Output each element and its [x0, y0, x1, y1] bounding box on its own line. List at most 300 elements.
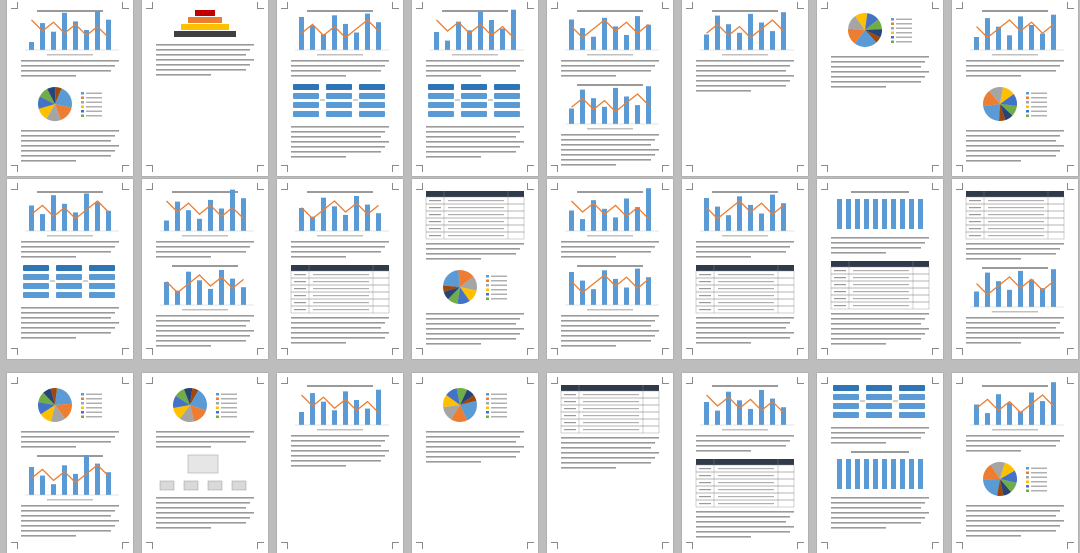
legend-swatch [1026, 485, 1029, 488]
text-line [831, 512, 929, 514]
text-line [966, 248, 1060, 250]
text-block [156, 497, 254, 529]
table-cell [699, 482, 711, 483]
document-page-thumbnail[interactable] [682, 373, 808, 553]
document-page-thumbnail[interactable] [277, 373, 403, 553]
bar-chart [837, 451, 923, 489]
text-line [291, 445, 381, 447]
text-line [966, 520, 1064, 522]
text-block [156, 315, 254, 347]
chart-bar [900, 199, 905, 229]
chart-bar [704, 35, 709, 51]
chart-bar [635, 105, 640, 124]
text-line [561, 164, 616, 166]
text-block [291, 126, 389, 158]
text-block [966, 435, 1064, 452]
table-cell [718, 468, 774, 469]
chart-bar [748, 14, 753, 50]
document-page-thumbnail[interactable] [142, 373, 268, 553]
text-line [561, 139, 655, 141]
text-block [291, 435, 389, 467]
text-line [291, 65, 385, 67]
text-line [561, 241, 659, 243]
chart-bar [985, 18, 990, 50]
text-line [966, 65, 1060, 67]
document-page-thumbnail[interactable] [547, 373, 673, 553]
document-page-thumbnail[interactable] [412, 179, 538, 359]
chart-bar [376, 22, 381, 50]
flow-box [899, 412, 925, 418]
chart-bar [748, 205, 753, 231]
table-cell [583, 394, 639, 395]
chart-bar [974, 292, 979, 308]
table-cell [699, 302, 711, 303]
flow-box [23, 292, 49, 298]
table-cell [699, 503, 711, 504]
table-cell [718, 302, 774, 303]
bar-line-chart [25, 455, 119, 501]
chart-bar [29, 206, 34, 232]
text-line [291, 126, 389, 128]
chart-caption [47, 54, 93, 56]
text-line [426, 253, 516, 255]
legend-swatch [486, 289, 489, 292]
text-line [831, 56, 929, 58]
text-block [426, 313, 524, 345]
text-line [696, 445, 786, 447]
chart-title [307, 385, 373, 387]
bar-line-chart [295, 10, 389, 56]
pie-slice [983, 479, 1000, 496]
table-cell [294, 288, 306, 289]
table [561, 385, 659, 433]
text-line [831, 522, 921, 524]
legend-label [491, 280, 507, 282]
text-line [156, 345, 211, 347]
chart-title [172, 191, 238, 193]
table-cell [429, 221, 441, 222]
legend-swatch [216, 393, 219, 396]
pyramid-tier [181, 24, 229, 30]
text-line [426, 333, 520, 335]
text-line [966, 445, 1056, 447]
table-cell [718, 309, 774, 310]
text-line [21, 140, 111, 142]
chart-title [442, 10, 508, 12]
legend-label [491, 416, 507, 418]
text-block [156, 431, 254, 448]
flow-box [899, 385, 925, 391]
table-cell [853, 284, 909, 285]
text-line [21, 327, 115, 329]
legend-label [1031, 490, 1047, 492]
chart-bar [781, 12, 786, 50]
text-line [156, 54, 246, 56]
text-line [831, 343, 886, 345]
text-line [291, 151, 381, 153]
legend-label [86, 398, 102, 400]
document-page-thumbnail[interactable] [7, 373, 133, 553]
table-cell [313, 281, 369, 282]
text-line [966, 525, 1060, 527]
text-line [966, 535, 1021, 537]
flow-box [293, 93, 319, 99]
document-page-thumbnail[interactable] [412, 0, 538, 176]
table-cell [294, 309, 306, 310]
document-page-thumbnail[interactable] [142, 179, 268, 359]
legend-label [491, 298, 507, 300]
pie-chart [38, 388, 102, 422]
chart-bar [310, 393, 315, 425]
table-cell [448, 235, 504, 236]
text-line [291, 246, 385, 248]
chart-bar [855, 199, 860, 229]
bar-line-chart [970, 382, 1064, 430]
text-line [291, 156, 346, 158]
pie-slice [443, 270, 460, 287]
legend-swatch [1026, 110, 1029, 113]
text-line [426, 75, 481, 77]
table-cell [294, 302, 306, 303]
chart-bar [864, 199, 869, 229]
legend-label [1031, 102, 1047, 104]
legend-label [86, 102, 102, 104]
chart-bar [1007, 290, 1012, 307]
flow-box [461, 111, 487, 117]
table-cell [313, 288, 369, 289]
bar-line-chart [970, 10, 1064, 56]
text-line [426, 451, 520, 453]
text-line [21, 155, 111, 157]
bar-line-chart [160, 265, 254, 311]
text-line [291, 251, 381, 253]
legend-label [896, 41, 912, 43]
flow-box [326, 84, 352, 90]
text-line [426, 243, 524, 245]
chart-bar [635, 207, 640, 231]
pie-chart [173, 388, 237, 422]
text-line [291, 70, 381, 72]
table-header [831, 261, 929, 267]
text-line [21, 520, 119, 522]
text-line [561, 154, 655, 156]
page-content [547, 373, 673, 553]
chart-bar [569, 109, 574, 125]
chart-bar [434, 32, 439, 50]
text-line [831, 507, 921, 509]
text-line [21, 246, 115, 248]
text-line [291, 440, 385, 442]
text-line [561, 149, 659, 151]
table-cell [583, 401, 639, 402]
chart-bar [873, 459, 878, 489]
text-line [831, 61, 925, 63]
pie-chart [983, 462, 1047, 496]
text-line [966, 505, 1064, 507]
text-line [156, 502, 250, 504]
flow-box [866, 412, 892, 418]
chart-bar [208, 289, 213, 305]
chart-bar [918, 199, 923, 229]
text-line [21, 135, 115, 137]
page-content [682, 179, 808, 359]
device-box [232, 481, 246, 490]
text-line [291, 131, 385, 133]
document-page-thumbnail[interactable] [547, 0, 673, 176]
table-header [696, 265, 794, 271]
text-line [966, 75, 1021, 77]
text-line [831, 333, 925, 335]
legend-swatch [81, 110, 84, 113]
chart-bar [164, 282, 169, 305]
text-line [291, 241, 389, 243]
chart-bar [354, 33, 359, 51]
text-line [291, 455, 385, 457]
text-block [696, 317, 794, 344]
text-line [21, 510, 115, 512]
text-line [156, 436, 250, 438]
table-cell [429, 228, 441, 229]
chart-bar [613, 217, 618, 231]
text-line [21, 505, 119, 507]
text-block [21, 241, 119, 258]
chart-title [712, 10, 778, 12]
text-line [561, 251, 651, 253]
chart-bar [1018, 411, 1023, 425]
text-line [561, 65, 655, 67]
text-line [291, 322, 385, 324]
chart-bar [580, 90, 585, 124]
text-line [426, 446, 524, 448]
chart-bar [106, 20, 111, 50]
document-page-thumbnail[interactable] [817, 179, 943, 359]
document-page-thumbnail[interactable] [142, 0, 268, 176]
table-cell [564, 429, 576, 430]
table-cell [448, 228, 504, 229]
chart-caption [317, 54, 363, 56]
chart-bar [580, 219, 585, 231]
chart-bar [985, 273, 990, 307]
legend-label [86, 403, 102, 405]
chart-caption [587, 54, 633, 56]
document-page-thumbnail[interactable] [952, 179, 1078, 359]
text-line [426, 136, 516, 138]
page-content [277, 0, 403, 176]
document-page-thumbnail[interactable] [277, 0, 403, 176]
document-page-thumbnail[interactable] [7, 179, 133, 359]
text-line [21, 431, 119, 433]
page-content [817, 179, 943, 359]
text-block [291, 241, 389, 258]
text-line [966, 342, 1021, 344]
pie-chart [443, 388, 507, 422]
text-line [426, 328, 524, 330]
chart-bar [1007, 403, 1012, 425]
page-content [952, 373, 1078, 553]
chart-bar [241, 198, 246, 231]
text-block [291, 317, 389, 344]
text-line [156, 512, 254, 514]
legend-swatch [486, 407, 489, 410]
text-line [426, 456, 516, 458]
table-cell [718, 496, 774, 497]
text-block [966, 505, 1064, 537]
document-page-thumbnail[interactable] [952, 373, 1078, 553]
legend-label [1031, 477, 1047, 479]
document-page-thumbnail[interactable] [412, 373, 538, 553]
text-block [696, 241, 794, 258]
legend-swatch [486, 275, 489, 278]
table-cell [853, 298, 909, 299]
legend-label [491, 294, 507, 296]
pyramid-tier [188, 17, 222, 23]
text-line [966, 243, 1064, 245]
bar-chart [837, 191, 923, 229]
document-page-thumbnail[interactable] [817, 373, 943, 553]
text-line [156, 69, 246, 71]
chart-bar [900, 459, 905, 489]
chart-bar [445, 41, 450, 50]
legend-label [1031, 93, 1047, 95]
text-line [156, 241, 254, 243]
table-cell [988, 221, 1044, 222]
legend-label [221, 394, 237, 396]
text-block [21, 307, 119, 339]
chart-bar [580, 28, 585, 50]
flow-box [359, 111, 385, 117]
table-cell [294, 295, 306, 296]
chart-title [577, 265, 643, 267]
page-content [952, 0, 1078, 176]
table-cell [583, 429, 639, 430]
chart-bar [365, 205, 370, 231]
text-block [696, 435, 794, 452]
document-page-thumbnail[interactable] [7, 0, 133, 176]
table-cell [313, 295, 369, 296]
chart-caption [992, 54, 1038, 56]
chart-bar [613, 279, 618, 305]
text-line [426, 156, 481, 158]
text-line [561, 437, 659, 439]
text-line [696, 70, 786, 72]
table-cell [718, 288, 774, 289]
text-line [156, 59, 254, 61]
text-line [426, 431, 524, 433]
text-line [831, 247, 921, 249]
text-block [966, 60, 1064, 77]
text-line [21, 65, 115, 67]
flow-diagram [23, 265, 115, 298]
table-cell [988, 214, 1044, 215]
document-page-thumbnail[interactable] [682, 0, 808, 176]
document-page-thumbnail[interactable] [817, 0, 943, 176]
legend-swatch [81, 398, 84, 401]
chart-bar [569, 272, 574, 305]
text-line [831, 427, 929, 429]
text-line [831, 497, 929, 499]
table-cell [718, 274, 774, 275]
chart-bar [909, 459, 914, 489]
table-cell [448, 207, 504, 208]
document-page-thumbnail[interactable] [277, 179, 403, 359]
chart-caption [182, 309, 228, 311]
chart-bar [95, 464, 100, 495]
document-page-thumbnail[interactable] [952, 0, 1078, 176]
chart-bar [855, 459, 860, 489]
text-line [426, 313, 524, 315]
text-line [966, 135, 1060, 137]
legend-swatch [891, 41, 894, 44]
document-page-thumbnail[interactable] [547, 179, 673, 359]
text-line [21, 525, 115, 527]
text-line [426, 151, 516, 153]
pyramid-tier [195, 10, 215, 16]
chart-bar [241, 287, 246, 305]
chart-bar [1018, 271, 1023, 307]
legend-swatch [216, 407, 219, 410]
text-line [696, 536, 751, 538]
text-block [21, 60, 119, 77]
flow-box [428, 102, 454, 108]
table-cell [853, 277, 909, 278]
legend-label [491, 394, 507, 396]
text-line [156, 441, 246, 443]
table-cell [969, 228, 981, 229]
chart-title [37, 191, 103, 193]
pyramid-tier [174, 31, 236, 37]
text-line [966, 332, 1064, 334]
chart-bar [591, 98, 596, 124]
chart-bar [95, 11, 100, 50]
text-line [561, 320, 655, 322]
text-block [831, 313, 929, 345]
chart-title [172, 265, 238, 267]
text-line [426, 65, 520, 67]
legend-swatch [1026, 467, 1029, 470]
flow-box [461, 102, 487, 108]
table-cell [448, 221, 504, 222]
text-line [966, 60, 1064, 62]
text-line [696, 521, 786, 523]
text-block [696, 511, 794, 538]
document-page-thumbnail[interactable] [682, 179, 808, 359]
chart-bar [40, 23, 45, 50]
bar-line-chart [970, 267, 1064, 313]
chart-bar [376, 390, 381, 425]
chart-caption [317, 429, 363, 431]
chart-bar [332, 206, 337, 231]
chart-title [982, 267, 1048, 269]
chart-bar [73, 474, 78, 495]
text-line [966, 140, 1056, 142]
chart-bar [891, 459, 896, 489]
chart-bar [1029, 280, 1034, 308]
legend-swatch [216, 411, 219, 414]
text-line [21, 256, 76, 258]
chart-bar [40, 214, 45, 231]
table-cell [969, 235, 981, 236]
text-block [561, 134, 659, 166]
text-block [831, 56, 929, 88]
legend-swatch [1026, 481, 1029, 484]
text-line [561, 75, 616, 77]
table-cell [564, 394, 576, 395]
table-cell [699, 489, 711, 490]
text-block [426, 431, 524, 463]
chart-bar [1051, 269, 1056, 307]
chart-title [577, 10, 643, 12]
text-line [21, 60, 119, 62]
